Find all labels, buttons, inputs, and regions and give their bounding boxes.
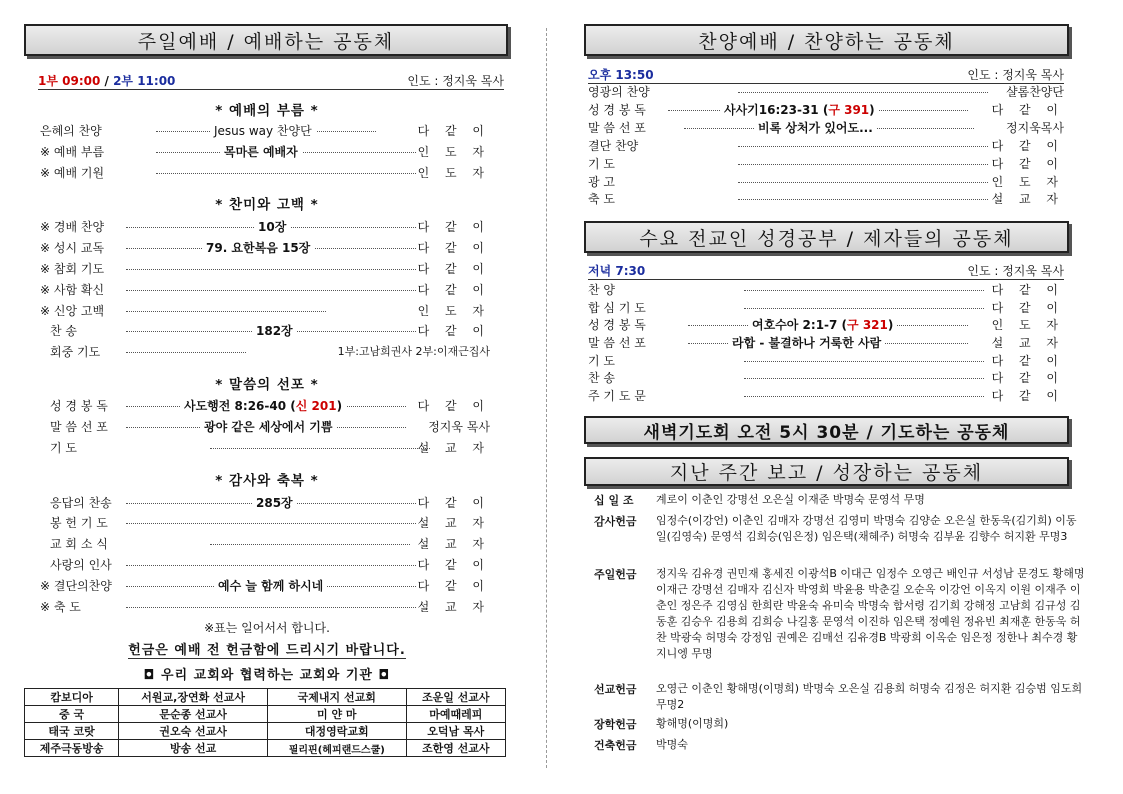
row-content: 광야 같은 세상에서 기쁨 — [200, 418, 336, 436]
order-row — [40, 535, 490, 553]
order-row — [588, 281, 1064, 299]
wednesday-time-row — [588, 262, 1064, 280]
row-who: 샬롬찬양단 — [1006, 85, 1064, 99]
order-row — [588, 387, 1064, 405]
banner-title: 찬양예배 / 찬양하는 공동체 — [698, 30, 955, 53]
report-text: 박명숙 — [656, 738, 688, 751]
section-heading: * 감사와 축복 * — [215, 473, 319, 489]
row-label: ※ 신앙 고백 — [40, 304, 105, 318]
row-label: 성 경 봉 독 — [50, 399, 108, 413]
row-who: 다 같 이 — [417, 399, 490, 413]
row-content: 비록 상처가 있어도... — [754, 119, 877, 137]
row-label: 사랑의 인사 — [50, 558, 112, 572]
row-who: 다 같 이 — [991, 354, 1064, 368]
report-text: 정지욱 김유경 권민재 홍세진 이광석B 이대근 임정수 오영근 배인규 서성남 문경도 황해명 이재근 강명선 김매자 김신자 박영희 박윤용 박춘길 오순옥 이강언 이옥지 이원 이재주 이춘인 정은주 김영심 한희란 박윤숙 유미숙 박명숙 함서령 김기희 강해정 고남희 김규성 김동훈 김승우 김용희 김희승 나길홍 문영석 이진하 임은택 정예원 정유빈 최재훈 한동욱 허찬 박광숙 허명숙 강정임 권예은 김매선 김유경B 박광희 이옥순 임은정 정한나 최수경 황지니엥 무명 — [656, 567, 1085, 660]
banner-title: 주일예배 / 예배하는 공동체 — [137, 30, 395, 53]
order-row — [588, 190, 1064, 208]
row-label: 응답의 찬송 — [50, 496, 112, 510]
row-label: 찬 송 — [588, 371, 615, 385]
offering-note — [24, 639, 510, 658]
table-row — [25, 706, 506, 723]
row-label: 광 고 — [588, 175, 615, 189]
section-heading: * 말씀의 선포 * — [215, 377, 319, 393]
section-heading: * 예배의 부름 * — [215, 103, 319, 119]
wednesday-time: 저녁 7:30 — [588, 264, 646, 278]
section-heading: * 찬미와 고백 * — [215, 197, 319, 213]
order-row — [588, 173, 1064, 191]
row-who: 설 교 자 — [417, 441, 490, 455]
table-cell: 필리핀(헤피랜드스쿨) — [268, 740, 406, 757]
service-times — [38, 72, 175, 89]
row-label: ※ 축 도 — [40, 600, 81, 614]
row-content: 285장 — [252, 494, 297, 512]
row-who: 다 같 이 — [417, 579, 490, 593]
report-label: 선교헌금 — [594, 683, 637, 696]
partners-title: ◘ 우리 교회와 협력하는 교회와 기관 ◘ — [143, 668, 391, 683]
offering-note-text: 헌금은 예배 전 헌금함에 드리시기 바랍니다. — [128, 643, 406, 658]
row-who: 다 같 이 — [417, 558, 490, 572]
report-label: 장학헌금 — [594, 718, 637, 731]
order-row — [588, 101, 1064, 119]
row-who: 인 도 자 — [991, 318, 1064, 332]
table-cell: 국제내지 선교회 — [268, 689, 406, 706]
table-cell: 문순종 선교사 — [119, 706, 268, 723]
table-row — [25, 689, 506, 706]
row-content: 여호수아 2:1-7 ( — [752, 318, 848, 332]
row-label: 영광의 찬양 — [588, 85, 650, 99]
order-row — [588, 155, 1064, 173]
row-who: 설 교 자 — [417, 537, 490, 551]
order-row — [40, 143, 490, 161]
row-label: 은혜의 찬양 — [40, 124, 102, 138]
order-row — [40, 494, 490, 512]
row-who: 설 교 자 — [991, 336, 1064, 350]
service-time-row — [38, 72, 504, 90]
banner-title: 지난 주간 보고 / 성장하는 공동체 — [669, 462, 984, 484]
row-who: 다 같 이 — [991, 301, 1064, 315]
row-content: 예수 늘 함께 하시네 — [214, 577, 327, 595]
sunday-worship-banner — [24, 24, 508, 56]
row-content: 사사기16:23-31 ( — [724, 103, 829, 117]
row-who: 다 같 이 — [417, 283, 490, 297]
order-row — [40, 322, 490, 340]
order-row — [40, 577, 490, 595]
row-content-end: ) — [869, 103, 875, 117]
order-row — [40, 514, 490, 532]
time-separator: / — [100, 74, 114, 88]
row-label: ※ 성시 교독 — [40, 241, 105, 255]
row-who: 다 같 이 — [417, 241, 490, 255]
row-label: 교 회 소 식 — [50, 537, 108, 551]
report-label: 건축헌금 — [594, 739, 637, 752]
order-row — [40, 397, 490, 415]
order-row — [588, 83, 1064, 101]
order-row — [588, 299, 1064, 317]
order-row — [40, 343, 490, 361]
row-who: 인 도 자 — [417, 304, 490, 318]
banner-title: 수요 전교인 성경공부 / 제자들의 공동체 — [639, 227, 1014, 250]
table-row — [25, 740, 506, 757]
table-cell: 방송 선교 — [119, 740, 268, 757]
table-cell: 서원교,장연화 선교사 — [119, 689, 268, 706]
row-who: 인 도 자 — [991, 175, 1064, 189]
order-row — [588, 369, 1064, 387]
row-content-end: ) — [887, 318, 894, 332]
row-who: 인 도 자 — [417, 145, 490, 159]
row-label: 기 도 — [588, 157, 615, 171]
table-cell: 대정영락교회 — [268, 723, 406, 740]
row-label: 봉 헌 기 도 — [50, 516, 108, 530]
row-who: 다 같 이 — [417, 496, 490, 510]
hymn-number: 구 321 — [847, 318, 888, 332]
page-divider — [546, 28, 547, 768]
order-row — [588, 119, 1064, 137]
order-row — [40, 122, 490, 140]
row-label: ※ 예배 부름 — [40, 145, 105, 159]
row-who: 정지욱 목사 — [428, 420, 490, 434]
row-label: 축 도 — [588, 192, 615, 206]
row-label: 결단 찬양 — [588, 139, 639, 153]
table-cell: 태국 코랏 — [25, 723, 119, 740]
order-row — [40, 281, 490, 299]
row-who: 정지욱목사 — [1006, 121, 1064, 135]
row-who: 다 같 이 — [991, 283, 1064, 297]
order-row — [588, 137, 1064, 155]
table-cell: 권오숙 선교사 — [119, 723, 268, 740]
report-label: 주일헌금 — [594, 568, 637, 581]
row-label: 기 도 — [50, 441, 77, 455]
row-who: 다 같 이 — [991, 371, 1064, 385]
praise-time-row — [588, 66, 1064, 84]
row-label: 합 심 기 도 — [588, 301, 646, 315]
leader: 인도 : 정지욱 목사 — [967, 264, 1064, 278]
row-who: 1부:고남희권사 2부:이재근집사 — [337, 345, 490, 358]
weekly-report-banner — [584, 457, 1069, 486]
report-text: 황해명(이명희) — [656, 717, 729, 730]
table-cell: 미 얀 마 — [268, 706, 406, 723]
row-content: 사도행전 8:26-40 ( — [184, 399, 296, 413]
table-cell: 마예때레피 — [406, 706, 505, 723]
row-label: ※ 사함 확신 — [40, 283, 105, 297]
row-content: 79. 요한복음 15장 — [202, 239, 314, 257]
row-label: ※ 참회 기도 — [40, 262, 105, 276]
order-row — [588, 352, 1064, 370]
row-who: 설 교 자 — [417, 516, 490, 530]
report-text: 계로이 이춘인 강명선 오은실 이재준 박명숙 문영석 무명 — [656, 493, 925, 506]
order-row — [40, 598, 490, 616]
praise-time: 오후 13:50 — [588, 68, 654, 82]
row-content: 목마른 예배자 — [220, 143, 302, 161]
order-row — [40, 302, 490, 320]
wednesday-study-banner — [584, 221, 1069, 253]
row-label: 기 도 — [588, 354, 615, 368]
leader: 인도 : 정지욱 목사 — [967, 68, 1064, 82]
table-cell: 조한영 선교사 — [406, 740, 505, 757]
row-label: 주 기 도 문 — [588, 389, 646, 403]
praise-worship-banner — [584, 24, 1069, 56]
row-content: 182장 — [252, 322, 297, 340]
row-who: 다 같 이 — [417, 124, 490, 138]
order-row — [40, 218, 490, 236]
second-service-time: 2부 11:00 — [113, 74, 176, 88]
row-content: 라합 - 불결하나 거룩한 사람 — [728, 334, 885, 352]
row-label: ※ 경배 찬양 — [40, 220, 105, 234]
row-content: 10장 — [254, 218, 290, 236]
report-label: 감사헌금 — [594, 515, 637, 528]
row-who: 다 같 이 — [417, 324, 490, 338]
row-who: 설 교 자 — [991, 192, 1064, 206]
row-who: 인 도 자 — [417, 166, 490, 180]
order-row — [40, 239, 490, 257]
row-label: 성 경 봉 독 — [588, 318, 646, 332]
row-label: 찬 양 — [588, 283, 615, 297]
row-who: 다 같 이 — [417, 262, 490, 276]
leader: 인도 : 정지욱 목사 — [407, 74, 504, 88]
first-service-time: 1부 09:00 — [38, 74, 101, 88]
table-cell: 중 국 — [25, 706, 119, 723]
report-text: 오영근 이춘인 황해명(이명희) 박명숙 오은실 김용희 허명숙 김정은 허지환 김승범 임도희 무명2 — [656, 682, 1083, 711]
order-row — [40, 556, 490, 574]
order-row — [40, 164, 490, 182]
table-row — [25, 723, 506, 740]
order-row — [588, 316, 1064, 334]
table-cell: 오덕남 목사 — [406, 723, 505, 740]
row-label: 성 경 봉 독 — [588, 103, 646, 117]
row-who: 다 같 이 — [991, 103, 1064, 117]
table-cell: 제주극동방송 — [25, 740, 119, 757]
order-row — [40, 260, 490, 278]
table-cell: 캄보디아 — [25, 689, 119, 706]
row-label: ※ 예배 기원 — [40, 166, 105, 180]
row-who: 다 같 이 — [991, 139, 1064, 153]
order-row — [40, 418, 490, 436]
row-who: 다 같 이 — [991, 389, 1064, 403]
row-label: 찬 송 — [50, 324, 77, 338]
row-label: 말 씀 선 포 — [588, 121, 646, 135]
partners-table — [24, 688, 506, 757]
row-label: 말 씀 선 포 — [588, 336, 646, 350]
table-cell: 조운일 선교사 — [406, 689, 505, 706]
dawn-prayer-banner — [584, 416, 1069, 444]
row-content: Jesus way 찬양단 — [210, 122, 316, 140]
row-who: 다 같 이 — [417, 220, 490, 234]
banner-title: 새벽기도회 오전 5시 30분 / 기도하는 공동체 — [643, 422, 1010, 443]
order-row — [40, 439, 490, 457]
report-label: 십 일 조 — [594, 494, 634, 507]
report-text: 임정수(이강언) 이춘인 김매자 강명선 김영미 박명숙 김양순 오은실 한동욱(김기희) 이동일(김영숙) 문영석 김희승(임은정) 임은택(채혜주) 허명숙 김부윤 김향수 허지환 무명3 — [656, 514, 1077, 543]
row-who: 설 교 자 — [417, 600, 490, 614]
hymn-number: 신 201 — [295, 399, 337, 413]
row-who: 다 같 이 — [991, 157, 1064, 171]
row-content-end: ) — [336, 399, 343, 413]
row-label: 말 씀 선 포 — [50, 420, 108, 434]
row-label: ※ 결단의찬양 — [40, 579, 112, 593]
row-label: 회중 기도 — [50, 345, 101, 359]
standing-note: ※표는 일어서서 합니다. — [204, 621, 330, 635]
order-row — [588, 334, 1064, 352]
hymn-number: 구 391 — [828, 103, 870, 117]
